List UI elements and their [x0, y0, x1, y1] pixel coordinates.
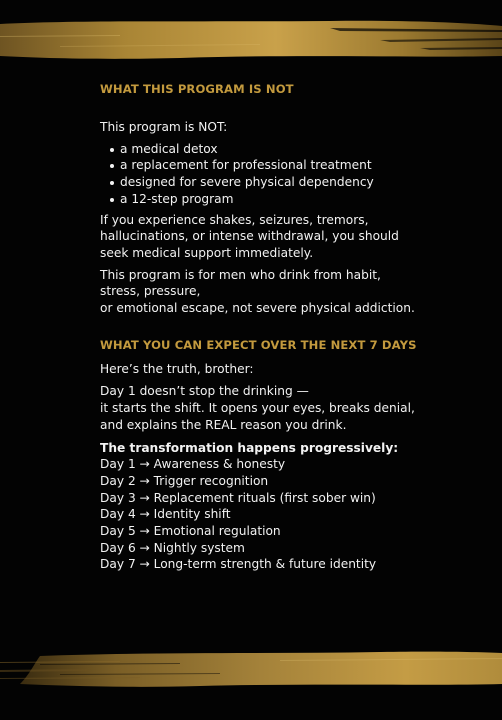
warning-paragraph: If you experience shakes, seizures, tremors, hallucinations, or intense withdrawal, you should seek medical support immediately.: [100, 212, 399, 260]
intro-text: This program is NOT:: [100, 120, 228, 134]
truth-text: Here’s the truth, brother:: [100, 361, 254, 376]
bullet-icon: [110, 164, 114, 168]
transformation-title: The transformation happens progressively:: [100, 440, 399, 455]
list-item: Day 3 → Replacement rituals (first sober win): [100, 490, 376, 505]
list-item: Day 2 → Trigger recognition: [100, 473, 269, 488]
audience-paragraph: This program is for men who drink from habit, stress, pressure, or emotional escape, not severe physical addiction.: [100, 267, 415, 316]
list-item: designed for severe physical dependency: [100, 174, 430, 191]
bullet-icon: [110, 198, 114, 202]
list-item: Day 6 → Nightly system: [100, 540, 245, 555]
list-item: Day 4 → Identity shift: [100, 507, 231, 522]
list-item: Day 5 → Emotional regulation: [100, 524, 281, 539]
not-list: [100, 141, 430, 208]
bullet-icon: [110, 148, 114, 152]
list-item: Day 1 → Awareness & honesty: [100, 457, 286, 472]
day1-paragraph: Day 1 doesn’t stop the drinking — it starts the shift. It opens your eyes, breaks denial, and explains the REAL reason you drink.: [100, 384, 415, 432]
section-heading-expect: WHAT YOU CAN EXPECT OVER THE NEXT 7 DAYS: [100, 337, 417, 352]
list-item: a medical detox: [100, 141, 430, 158]
list-item: a replacement for professional treatment: [100, 157, 430, 174]
section-heading-not: WHAT THIS PROGRAM IS NOT: [100, 82, 294, 96]
top-gold-brush-stroke: [0, 18, 502, 62]
list-item: a 12-step program: [100, 191, 430, 208]
list-item: Day 7 → Long-term strength & future identity: [100, 557, 377, 572]
bullet-icon: [110, 181, 114, 185]
days-list: [100, 456, 430, 573]
bottom-gold-brush-stroke: [0, 640, 502, 692]
document-body: [100, 82, 430, 573]
